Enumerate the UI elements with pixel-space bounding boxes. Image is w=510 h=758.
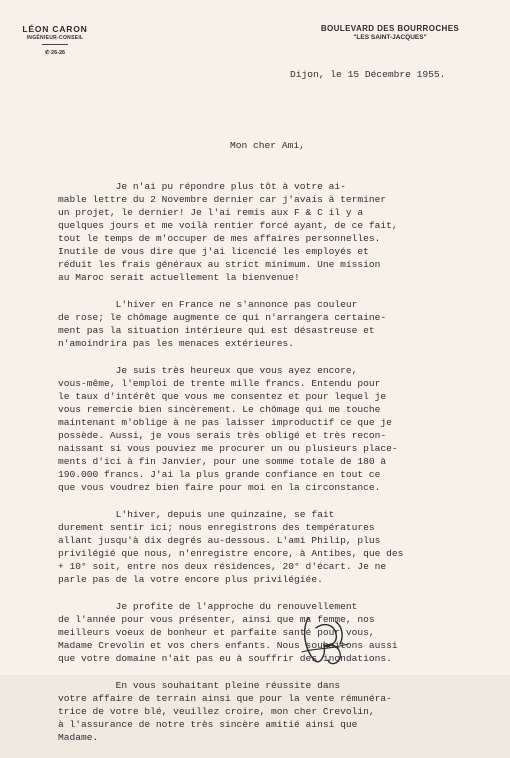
text-line: Madame.: [58, 732, 99, 743]
text-line: Madame Crevolin et vos chers enfants. Nous souhaitons aussi: [58, 640, 398, 651]
text-line: + 10° soit, entre nos deux résidences, 20° d'écart. Je ne: [58, 561, 387, 572]
text-line: allant jusqu'à dix degrés au-dessous. L'ami Philip, plus: [58, 535, 381, 546]
text-line: parle pas de la votre encore plus privilégiée.: [58, 574, 323, 585]
sender-street: BOULEVARD DES BOURROCHES: [320, 24, 460, 33]
text-line: Inutile de vous dire que j'ai licencié les employés et: [58, 246, 369, 257]
text-line: un projet, le dernier! Je l'ai remis aux F & C il y a: [58, 207, 364, 218]
text-line: ment pas la situation intérieure qui est désastreuse et: [58, 325, 375, 336]
text-line: votre affaire de terrain ainsi que pour la vente rémunéra-: [58, 693, 392, 704]
letter-paragraph: [58, 508, 403, 586]
letter-date: Dijon, le 15 Décembre 1955.: [290, 69, 446, 80]
sender-phone: ✆ 26-26: [44, 50, 66, 56]
text-line: L'hiver en France ne s'annonce pas couleur: [58, 299, 358, 310]
handwritten-signature: [294, 608, 354, 670]
letter-paragraph: [58, 180, 403, 284]
text-line: Je n'ai pu répondre plus tôt à votre ai-: [58, 181, 346, 192]
text-line: vous remercie bien sincèrement. Le chômage qui me touche: [58, 404, 381, 415]
text-line: durement sentir ici; nous enregistrons des températures: [58, 522, 375, 533]
letterhead-divider: [42, 44, 68, 45]
text-line: meilleurs voeux de bonheur et parfaite santé pour vous,: [58, 627, 375, 638]
text-line: Je suis très heureux que vous ayez encore,: [58, 365, 358, 376]
text-line: possède. Aussi, je vous serais très obligé et très recon-: [58, 430, 387, 441]
text-line: tout le temps de m'occuper de mes affaires personnelles.: [58, 233, 381, 244]
letter-paragraph: [58, 679, 403, 744]
text-line: mable lettre du 2 Novembre dernier car j'avais à terminer: [58, 194, 387, 205]
text-line: naissant si vous pouviez me procurer un ou plusieurs place-: [58, 443, 398, 454]
text-line: privilégié que nous, n'enregistre encore, à Antibes, que des: [58, 548, 404, 559]
sender-name: LÉON CARON: [22, 24, 88, 34]
letter-body: [58, 180, 403, 758]
letter-greeting: Mon cher Ami,: [230, 140, 305, 151]
sender-area: "LES SAINT-JACQUES": [353, 34, 427, 41]
text-line: En vous souhaitant pleine réussite dans: [58, 680, 341, 691]
text-line: que votre domaine n'ait pas eu à souffrir des inondations.: [58, 653, 392, 664]
text-line: maintenant m'oblige à ne pas laisser improductif ce que je: [58, 417, 392, 428]
text-line: à l'assurance de notre très sincère amitié ainsi que: [58, 719, 358, 730]
sender-title: INGÉNIEUR-CONSEIL: [26, 35, 84, 41]
letterhead-left: [10, 24, 100, 56]
text-line: au Maroc serait actuellement la bienvenue!: [58, 272, 300, 283]
text-line: 190.000 francs. J'ai la plus grande confiance en tout ce: [58, 469, 381, 480]
text-line: L'hiver, depuis une quinzaine, se fait: [58, 509, 335, 520]
text-line: que vous voudrez bien faire pour moi en la circonstance.: [58, 482, 381, 493]
text-line: de rose; le chômage augmente ce qui n'arrangera certaine-: [58, 312, 387, 323]
letter-paragraph: [58, 364, 403, 494]
text-line: réduit les frais généraux au strict minimum. Une mission: [58, 259, 381, 270]
text-line: Je profite de l'approche du renouvellement: [58, 601, 358, 612]
text-line: n'amoindrira pas les menaces extérieures.: [58, 338, 295, 349]
text-line: vous-même, l'emploi de trente mille francs. Entendu pour: [58, 378, 381, 389]
text-line: le taux d'intérêt que vous me consentez et pour lequel je: [58, 391, 387, 402]
text-line: de l'année pour vous présenter, ainsi que ma femme, nos: [58, 614, 375, 625]
letter-paragraph: [58, 298, 403, 350]
letterhead-right: [300, 24, 480, 41]
text-line: trice de votre blé, veuillez croire, mon cher Crevolin,: [58, 706, 375, 717]
text-line: ments d'ici à fin Janvier, pour une somme totale de 180 à: [58, 456, 387, 467]
text-line: quelques jours et me voilà rentier forcé ayant, de ce fait,: [58, 220, 398, 231]
